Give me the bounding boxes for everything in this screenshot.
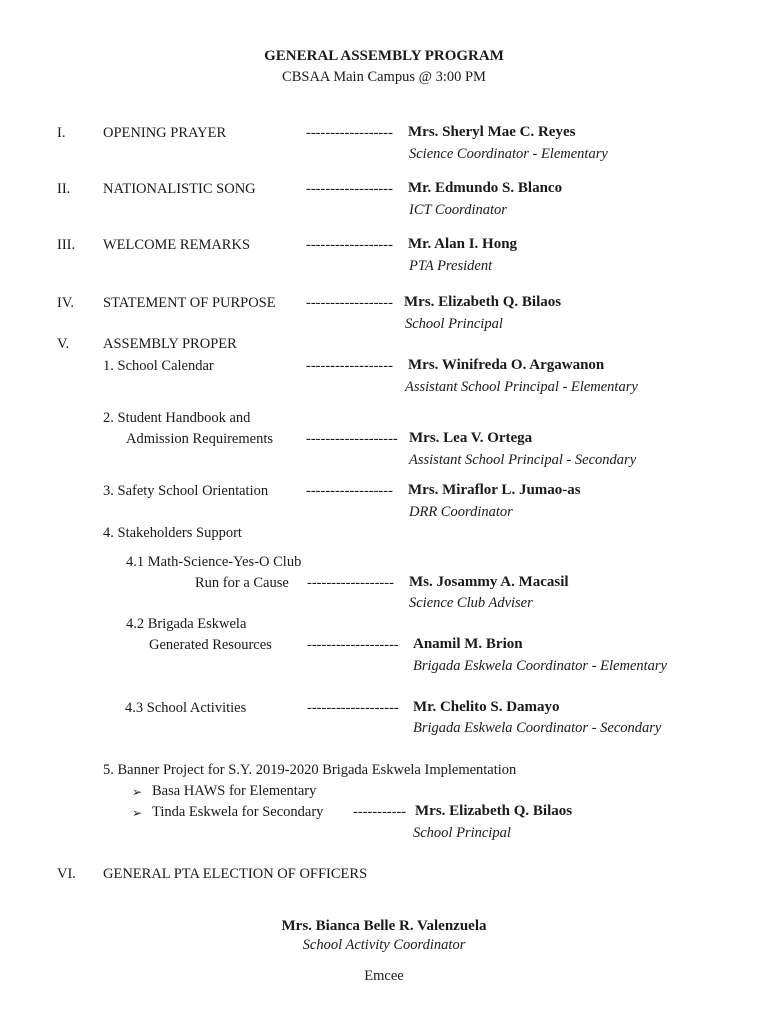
- presenter-name: Mr. Alan I. Hong: [408, 236, 518, 252]
- subitem-label-cont: Admission Requirements: [126, 431, 274, 447]
- presenter-name: Mrs. Elizabeth Q. Bilaos: [404, 294, 562, 310]
- item-title: GENERAL PTA ELECTION OF OFFICERS: [103, 866, 368, 882]
- presenter-name: Ms. Josammy A. Macasil: [409, 574, 569, 590]
- arrow-bullet-icon: ➢: [132, 806, 143, 820]
- presenter-role: Assistant School Principal - Elementary: [405, 379, 638, 395]
- presenter-role: Assistant School Principal - Secondary: [409, 452, 637, 468]
- leader-dashes: -------------------: [306, 431, 398, 447]
- presenter-name: Mrs. Elizabeth Q. Bilaos: [415, 803, 573, 819]
- item-title: STATEMENT OF PURPOSE: [103, 295, 276, 311]
- presenter-name: Mrs. Sheryl Mae C. Reyes: [408, 124, 576, 140]
- presenter-role: Brigada Eskwela Coordinator - Secondary: [413, 720, 662, 736]
- leader-dashes: -----------: [353, 804, 407, 820]
- item-title: ASSEMBLY PROPER: [103, 336, 237, 352]
- presenter-role: School Principal: [413, 825, 511, 841]
- subsubitem-label-cont: Generated Resources: [149, 637, 272, 653]
- presenter-name: Mrs. Lea V. Ortega: [409, 430, 533, 446]
- leader-dashes: -------------------: [307, 637, 399, 653]
- presenter-role: Science Club Adviser: [409, 595, 533, 611]
- item-numeral: III.: [57, 237, 76, 253]
- presenter-name: Mr. Edmundo S. Blanco: [408, 180, 563, 196]
- subitem-label: 3. Safety School Orientation: [103, 483, 269, 499]
- presenter-role: PTA President: [409, 258, 493, 274]
- leader-dashes: ------------------: [306, 125, 393, 141]
- presenter-role: ICT Coordinator: [409, 202, 507, 218]
- subsubitem-label: 4.1 Math-Science-Yes-O Club: [126, 554, 302, 570]
- item-title: OPENING PRAYER: [103, 125, 227, 141]
- item-title: WELCOME REMARKS: [103, 237, 251, 253]
- presenter-name: Anamil M. Brion: [413, 636, 523, 652]
- subsubitem-label: 4.2 Brigada Eskwela: [126, 616, 247, 632]
- subitem-label: 2. Student Handbook and: [103, 410, 251, 426]
- presenter-name: Mrs. Miraflor L. Jumao-as: [408, 482, 581, 498]
- leader-dashes: ------------------: [306, 181, 393, 197]
- leader-dashes: -------------------: [307, 700, 399, 716]
- bullet-item: Basa HAWS for Elementary: [152, 783, 317, 799]
- page-title: GENERAL ASSEMBLY PROGRAM: [264, 48, 504, 64]
- subitem-label: 1. School Calendar: [103, 358, 214, 374]
- emcee-role: School Activity Coordinator: [302, 937, 466, 953]
- leader-dashes: ------------------: [306, 295, 393, 311]
- item-numeral: VI.: [57, 866, 76, 882]
- presenter-role: Science Coordinator - Elementary: [409, 146, 608, 162]
- subsubitem-label-cont: Run for a Cause: [195, 575, 289, 591]
- item-numeral: II.: [57, 181, 71, 197]
- item-numeral: IV.: [57, 295, 75, 311]
- subitem-label: 5. Banner Project for S.Y. 2019-2020 Brigada Eskwela Implementation: [103, 762, 517, 778]
- item-numeral: V.: [57, 336, 70, 352]
- subsubitem-label: 4.3 School Activities: [125, 700, 247, 716]
- presenter-role: School Principal: [405, 316, 503, 332]
- presenter-role: DRR Coordinator: [409, 504, 513, 520]
- page-subtitle: CBSAA Main Campus @ 3:00 PM: [282, 69, 486, 85]
- presenter-role: Brigada Eskwela Coordinator - Elementary: [413, 658, 667, 674]
- subitem-label: 4. Stakeholders Support: [103, 525, 242, 541]
- leader-dashes: ------------------: [306, 358, 393, 374]
- presenter-name: Mr. Chelito S. Damayo: [413, 699, 560, 715]
- arrow-bullet-icon: ➢: [132, 785, 143, 799]
- leader-dashes: ------------------: [307, 575, 394, 591]
- item-title: NATIONALISTIC SONG: [103, 181, 256, 197]
- item-numeral: I.: [57, 125, 66, 141]
- bullet-item: Tinda Eskwela for Secondary: [152, 804, 324, 820]
- emcee-label: Emcee: [364, 968, 404, 984]
- emcee-name: Mrs. Bianca Belle R. Valenzuela: [281, 918, 487, 934]
- leader-dashes: ------------------: [306, 237, 393, 253]
- leader-dashes: ------------------: [306, 483, 393, 499]
- presenter-name: Mrs. Winifreda O. Argawanon: [408, 357, 605, 373]
